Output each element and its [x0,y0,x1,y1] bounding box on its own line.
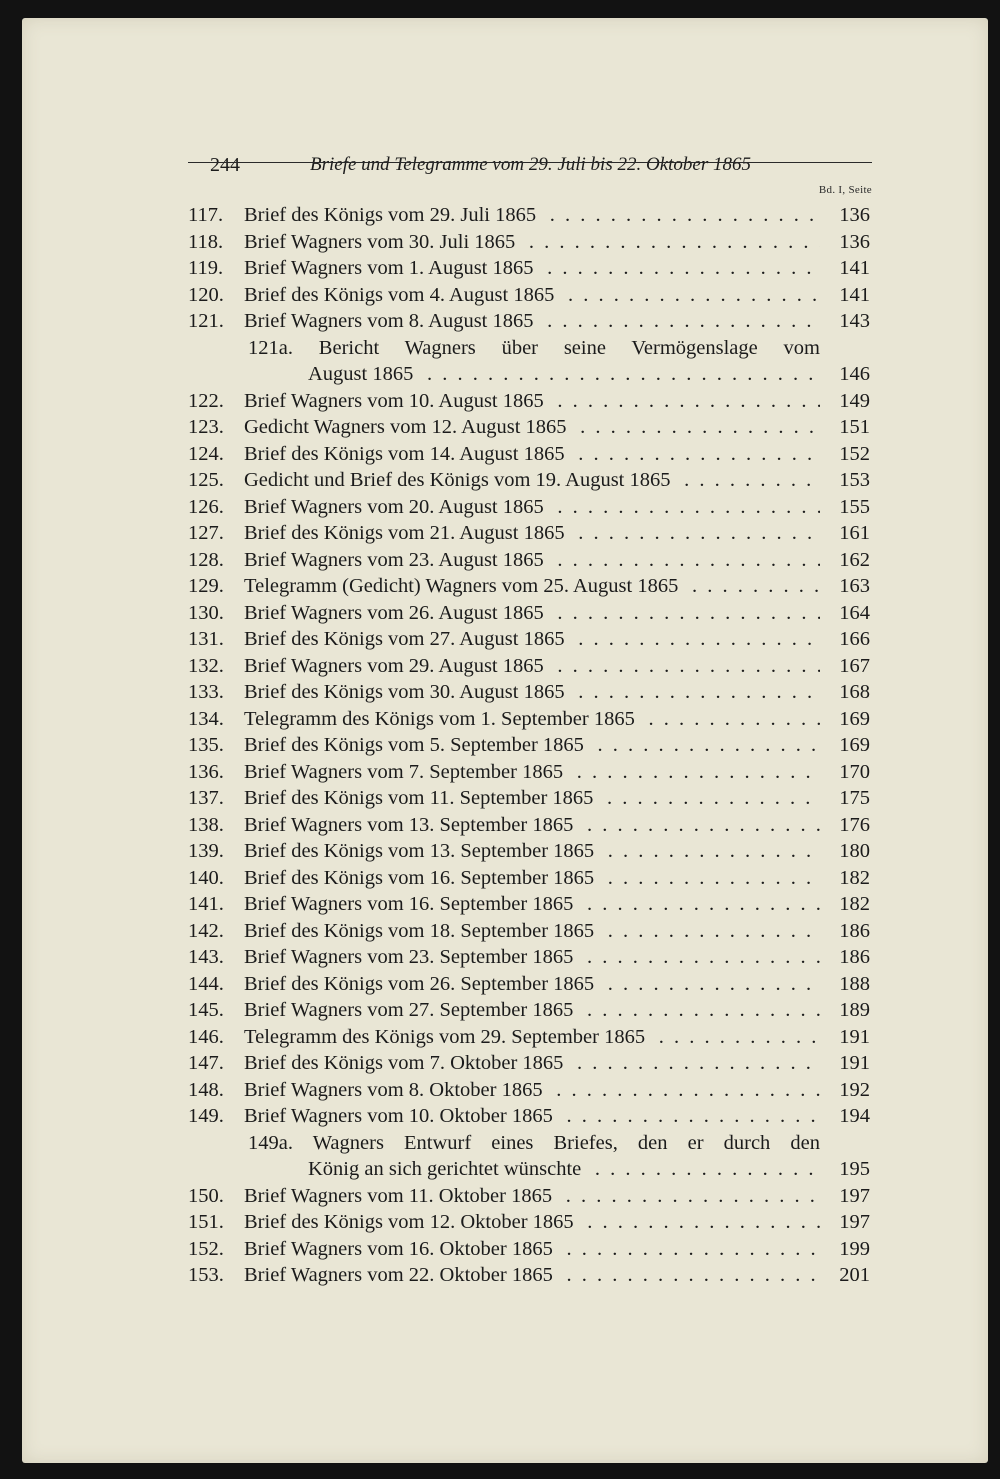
entry-text: Brief Wagners vom 16. Oktober 1865 . . . [244,1236,820,1263]
entry-text: Brief Wagners vom 23. September 1865 . . . [244,944,820,971]
entry-text: Brief Wagners vom 11. Oktober 1865 . . . [244,1183,820,1210]
entry-text: Brief des Königs vom 11. September 1865 . . . [244,785,820,812]
entry-number: 138. [188,813,224,836]
entry-page: 166 [839,628,870,650]
toc-entry [188,1209,872,1236]
entry-text: Gedicht Wagners vom 12. August 1865 . . . [244,414,820,441]
entry-text-continued: König an sich gerichtet wünschte . . . [308,1156,820,1183]
entry-page: 197 [839,1184,870,1207]
entry-text: Brief des Königs vom 5. September 1865 . . . [244,732,820,759]
entry-page: 141 [839,257,870,279]
toc-entry [188,255,872,282]
toc-entry [188,1236,872,1263]
entry-number: 121. [188,310,224,332]
entry-number: 141. [188,893,224,915]
entry-text: Brief Wagners vom 13. September 1865 . . . [244,812,820,839]
entry-text-continued: August 1865 . . . [308,361,820,388]
entry-number: 129. [188,575,224,597]
entry-text: Brief Wagners vom 8. August 1865 . . . [244,308,820,335]
entry-number: 127. [188,522,224,544]
entry-text: Brief des Königs vom 30. August 1865 . . . [244,679,820,706]
entry-page: 199 [839,1237,870,1260]
entry-text: Gedicht und Brief des Königs vom 19. August 1865 . . . [244,467,820,494]
entry-number: 131. [188,628,224,650]
entry-page: 194 [839,1105,870,1127]
entry-page: 197 [839,1211,870,1233]
table-of-contents [188,202,872,1289]
toc-entry [188,441,872,468]
entry-number: 132. [188,654,224,677]
entry-page: 186 [839,946,870,968]
entry-number: 146. [188,1025,224,1048]
running-title: Briefe und Telegramme vom 29. Juli bis 22. Oktober 1865 [310,154,751,175]
entry-text: 121a. Bericht Wagners über seine Vermögenslage vom [248,336,820,359]
entry-text: Brief Wagners vom 29. August 1865 . . . [244,653,820,680]
entry-text: Brief Wagners vom 22. Oktober 1865 . . . [244,1262,820,1289]
entry-number: 122. [188,389,224,412]
entry-number: 126. [188,495,224,518]
entry-text: Brief Wagners vom 10. Oktober 1865 . . . [244,1103,820,1130]
entry-page: 164 [839,601,870,624]
entry-text: Brief Wagners vom 26. August 1865 . . . [244,600,820,627]
entry-number: 145. [188,999,224,1021]
toc-entry [188,1262,872,1289]
toc-subentry-line1 [188,335,872,362]
entry-page: 152 [839,442,870,465]
entry-page: 167 [839,654,870,677]
toc-entry [188,467,872,494]
entry-number: 151. [188,1211,224,1233]
toc-entry [188,308,872,335]
entry-text: Brief Wagners vom 30. Juli 1865 . . . [244,229,820,256]
entry-number: 149. [188,1105,224,1127]
toc-entry [188,732,872,759]
entry-page: 146 [839,363,870,385]
entry-number: 120. [188,283,224,306]
entry-text: Brief des Königs vom 18. September 1865 . . . [244,918,820,945]
toc-entry [188,282,872,309]
entry-number: 142. [188,919,224,942]
entry-page: 186 [839,919,870,942]
toc-entry [188,520,872,547]
toc-subentry-line2 [188,361,872,388]
toc-entry [188,997,872,1024]
toc-entry [188,1050,872,1077]
entry-page: 175 [839,787,870,809]
entry-text: Brief Wagners vom 1. August 1865 . . . [244,255,820,282]
entry-text: Brief des Königs vom 16. September 1865 . . . [244,865,820,892]
toc-entry [188,1077,872,1104]
entry-page: 201 [839,1264,870,1286]
entry-text: Brief des Königs vom 4. August 1865 . . . [244,282,820,309]
entry-number: 136. [188,760,224,783]
toc-entry [188,679,872,706]
toc-entry [188,494,872,521]
entry-text: Brief Wagners vom 20. August 1865 . . . [244,494,820,521]
toc-entry [188,202,872,229]
entry-text: Brief Wagners vom 8. Oktober 1865 . . . [244,1077,820,1104]
entry-text: Brief Wagners vom 16. September 1865 . . . [244,891,820,918]
entry-text: 149a. Wagners Entwurf eines Briefes, den er durch den [248,1131,820,1154]
toc-entry [188,838,872,865]
entry-page: 191 [839,1025,870,1048]
entry-page: 182 [839,866,870,889]
toc-entry [188,626,872,653]
entry-number: 130. [188,601,224,624]
entry-number: 143. [188,946,224,968]
toc-entry [188,573,872,600]
entry-text: Brief des Königs vom 21. August 1865 . . . [244,520,820,547]
running-header [210,154,894,182]
entry-page: 136 [839,230,870,253]
toc-entry [188,388,872,415]
toc-entry [188,918,872,945]
toc-entry [188,812,872,839]
page-number: 244 [210,154,240,176]
entry-page: 176 [839,813,870,836]
toc-entry [188,600,872,627]
entry-page: 169 [839,734,870,756]
entry-text: Brief Wagners vom 10. August 1865 . . . [244,388,820,415]
entry-number: 144. [188,972,224,995]
entry-page: 168 [839,681,870,703]
entry-number: 134. [188,707,224,730]
entry-page: 182 [839,893,870,915]
entry-number: 147. [188,1052,224,1074]
entry-number: 140. [188,866,224,889]
entry-number: 118. [188,230,224,253]
entry-page: 192 [839,1078,870,1101]
entry-text: Brief des Königs vom 12. Oktober 1865 . . . [244,1209,820,1236]
entry-text: Brief des Königs vom 27. August 1865 . . . [244,626,820,653]
toc-entry [188,891,872,918]
entry-number: 133. [188,681,224,703]
entry-number: 128. [188,548,224,571]
entry-number: 153. [188,1264,224,1286]
toc-entry [188,1103,872,1130]
entry-text: Telegramm (Gedicht) Wagners vom 25. August 1865 . . . [244,573,820,600]
entry-page: 170 [839,760,870,783]
entry-text: Brief des Königs vom 14. August 1865 . . . [244,441,820,468]
toc-entry [188,414,872,441]
entry-text: Telegramm des Königs vom 29. September 1865 . . . [244,1024,820,1051]
entry-number: 137. [188,787,224,809]
entry-number: 123. [188,416,224,438]
entry-number: 119. [188,257,224,279]
toc-entry [188,1024,872,1051]
entry-number: 139. [188,840,224,862]
entry-number: 117. [188,204,224,226]
entry-page: 188 [839,972,870,995]
toc-entry [188,706,872,733]
entry-number: 150. [188,1184,224,1207]
entry-number: 124. [188,442,224,465]
entry-number: 125. [188,469,224,491]
entry-number: 135. [188,734,224,756]
toc-entry [188,229,872,256]
toc-entry [188,653,872,680]
toc-entry [188,547,872,574]
header-rule [188,162,872,163]
entry-page: 161 [839,522,870,544]
entry-page: 163 [839,575,870,597]
entry-page: 189 [839,999,870,1021]
entry-page: 143 [839,310,870,332]
subentry-number: 149a. [248,1131,293,1154]
entry-page: 151 [839,416,870,438]
entry-number: 148. [188,1078,224,1101]
entry-page: 180 [839,840,870,862]
column-heading: Bd. I, Seite [818,184,872,196]
toc-subentry-line2 [188,1156,872,1183]
entry-page: 141 [839,283,870,306]
entry-text: Brief des Königs vom 26. September 1865 . . . [244,971,820,998]
toc-entry [188,865,872,892]
toc-entry [188,944,872,971]
entry-page: 149 [839,389,870,412]
toc-entry [188,971,872,998]
toc-entry [188,785,872,812]
entry-text: Brief Wagners vom 27. September 1865 . . . [244,997,820,1024]
subentry-number: 121a. [248,336,293,359]
entry-text: Brief des Königs vom 29. Juli 1865 . . . [244,202,820,229]
entry-text: Brief Wagners vom 7. September 1865 . . . [244,759,820,786]
entry-number: 152. [188,1237,224,1260]
entry-text: Brief Wagners vom 23. August 1865 . . . [244,547,820,574]
entry-text: Telegramm des Königs vom 1. September 1865 . . . [244,706,820,733]
entry-text: Brief des Königs vom 13. September 1865 . . . [244,838,820,865]
entry-page: 195 [839,1158,870,1180]
entry-page: 191 [839,1052,870,1074]
entry-page: 155 [839,495,870,518]
toc-subentry-line1 [188,1130,872,1157]
toc-entry [188,759,872,786]
entry-page: 162 [839,548,870,571]
entry-text: Brief des Königs vom 7. Oktober 1865 . . . [244,1050,820,1077]
entry-page: 153 [839,469,870,491]
entry-page: 169 [839,707,870,730]
entry-page: 136 [839,204,870,226]
toc-entry [188,1183,872,1210]
